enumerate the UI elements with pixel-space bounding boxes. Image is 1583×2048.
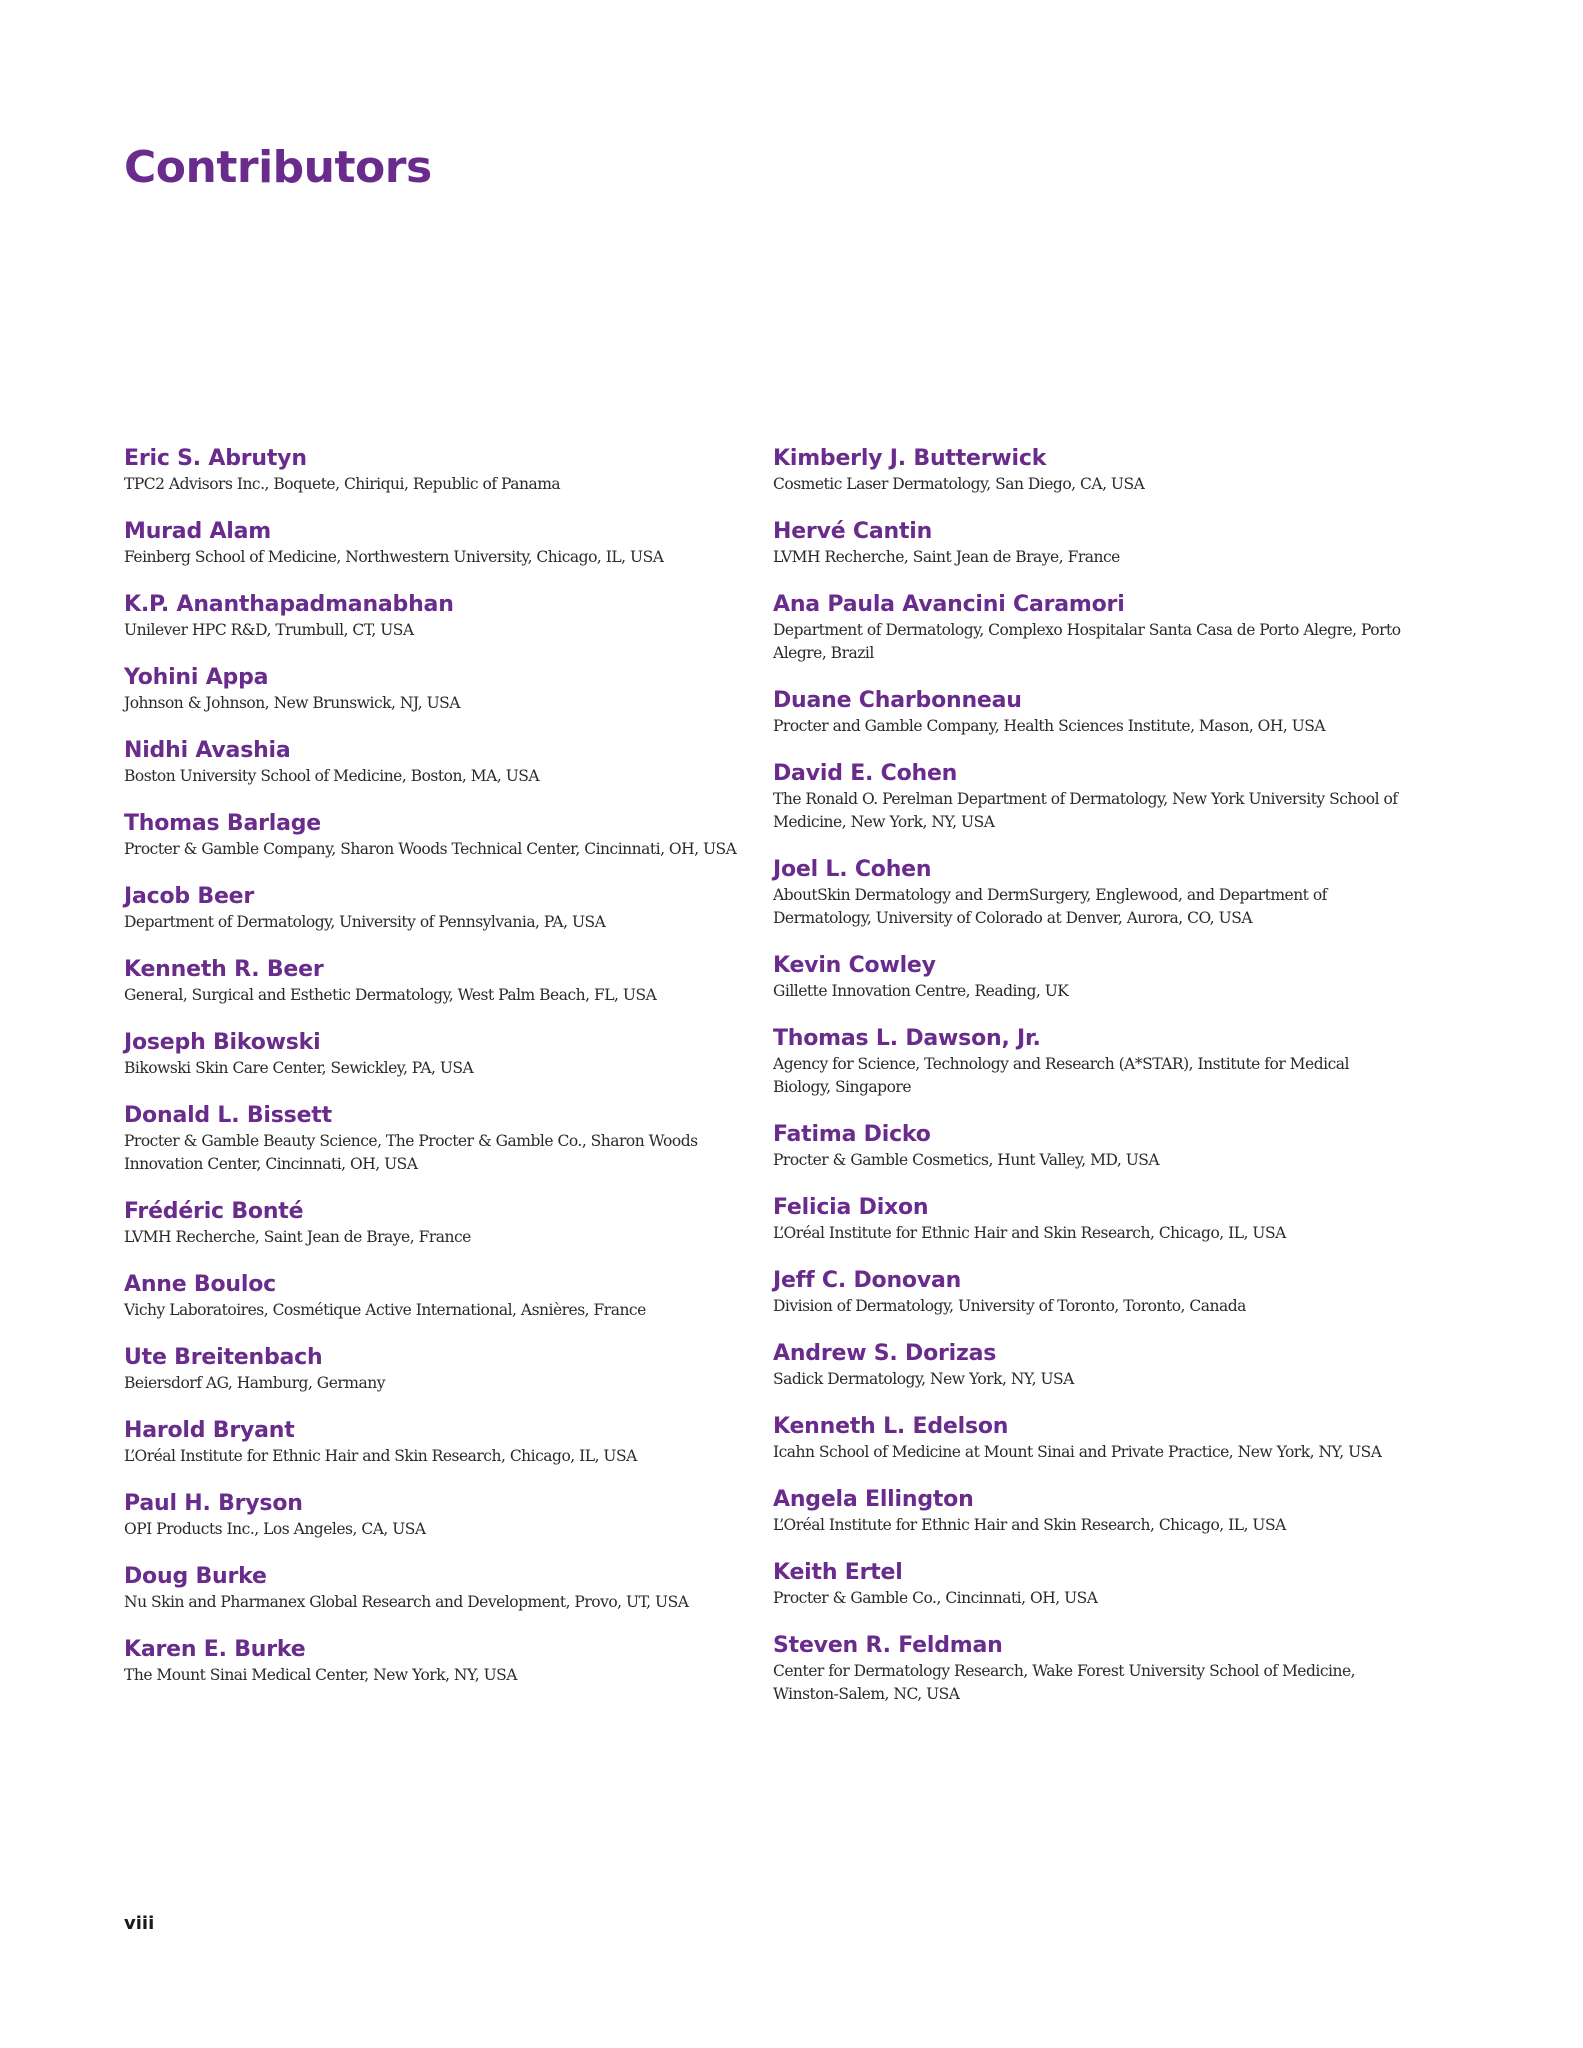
contributor-name: Hervé Cantin: [773, 519, 933, 544]
contributor-name: Nidhi Avashia: [124, 738, 291, 763]
contributor-name: Yohini Appa: [124, 665, 269, 690]
contributor-affiliation: The Mount Sinai Medical Center, New York, NY, USA: [124, 1666, 517, 1684]
contributor-entry: [773, 856, 1403, 930]
contributor-affiliation: General, Surgical and Esthetic Dermatology, West Palm Beach, FL, USA: [124, 986, 657, 1004]
contributor-entry: [124, 1198, 754, 1249]
contributor-name: Kevin Cowley: [773, 953, 936, 978]
contributor-name: Karen E. Burke: [124, 1637, 306, 1662]
contributor-entry: [124, 1417, 754, 1468]
contributor-name: Murad Alam: [124, 519, 271, 544]
contributor-name: Jacob Beer: [124, 884, 255, 909]
contributor-affiliation: Department of Dermatology, Complexo Hospitalar Santa Casa de Porto Alegre, Porto Alegre, Brazil: [773, 621, 1401, 662]
contributor-affiliation: Icahn School of Medicine at Mount Sinai and Private Practice, New York, NY, USA: [773, 1443, 1382, 1461]
contributor-entry: [124, 883, 754, 934]
contributor-name: Anne Bouloc: [124, 1272, 276, 1297]
contributor-affiliation: L’Oréal Institute for Ethnic Hair and Skin Research, Chicago, IL, USA: [773, 1516, 1286, 1534]
contributor-name: Joel L. Cohen: [773, 857, 932, 882]
contributor-name: Doug Burke: [124, 1564, 267, 1589]
contributor-name: Donald L. Bissett: [124, 1103, 332, 1128]
contributor-affiliation: Procter & Gamble Company, Sharon Woods Technical Center, Cincinnati, OH, USA: [124, 840, 737, 858]
contributor-affiliation: Vichy Laboratoires, Cosmétique Active International, Asnières, France: [124, 1301, 646, 1319]
contributors-left-column: [124, 445, 754, 1709]
contributor-name: Felicia Dixon: [773, 1195, 929, 1220]
contributor-entry: [124, 1490, 754, 1541]
contributor-name: Kenneth L. Edelson: [773, 1414, 1009, 1439]
contributor-affiliation: The Ronald O. Perelman Department of Dermatology, New York University School of Medicine, New York, NY, USA: [773, 790, 1398, 831]
contributor-name: Harold Bryant: [124, 1418, 295, 1443]
contributor-affiliation: Center for Dermatology Research, Wake Forest University School of Medicine, Winston-Salem, NC, USA: [773, 1662, 1356, 1703]
contributor-entry: [124, 810, 754, 861]
contributor-name: Thomas Barlage: [124, 811, 322, 836]
contributor-name: Keith Ertel: [773, 1560, 903, 1585]
contributor-affiliation: OPI Products Inc., Los Angeles, CA, USA: [124, 1520, 426, 1538]
contributor-entry: [124, 1029, 754, 1080]
contributor-affiliation: Sadick Dermatology, New York, NY, USA: [773, 1370, 1074, 1388]
contributor-entry: [773, 1559, 1403, 1610]
contributor-name: Steven R. Feldman: [773, 1633, 1003, 1658]
contributor-affiliation: L’Oréal Institute for Ethnic Hair and Skin Research, Chicago, IL, USA: [124, 1447, 637, 1465]
contributor-name: Thomas L. Dawson, Jr.: [773, 1026, 1041, 1051]
contributor-affiliation: LVMH Recherche, Saint Jean de Braye, France: [124, 1228, 471, 1246]
contributor-name: Joseph Bikowski: [124, 1030, 321, 1055]
contributor-entry: [124, 1344, 754, 1395]
contributor-entry: [773, 591, 1403, 665]
contributor-entry: [124, 1102, 754, 1176]
contributor-entry: [773, 1025, 1403, 1099]
page-number: viii: [124, 1913, 155, 1934]
contributor-affiliation: L’Oréal Institute for Ethnic Hair and Skin Research, Chicago, IL, USA: [773, 1224, 1286, 1242]
contributor-affiliation: Procter and Gamble Company, Health Sciences Institute, Mason, OH, USA: [773, 717, 1326, 735]
contributor-affiliation: Bikowski Skin Care Center, Sewickley, PA, USA: [124, 1059, 474, 1077]
contributor-affiliation: Beiersdorf AG, Hamburg, Germany: [124, 1374, 385, 1392]
contributor-affiliation: Unilever HPC R&D, Trumbull, CT, USA: [124, 621, 414, 639]
contributor-entry: [773, 445, 1403, 496]
contributor-affiliation: Procter & Gamble Beauty Science, The Procter & Gamble Co., Sharon Woods Innovation Center, Cincinnati, OH, USA: [124, 1132, 698, 1173]
contributor-entry: [773, 1632, 1403, 1706]
contributor-affiliation: Division of Dermatology, University of Toronto, Toronto, Canada: [773, 1297, 1246, 1315]
contributor-entry: [773, 518, 1403, 569]
contributor-name: Andrew S. Dorizas: [773, 1341, 997, 1366]
contributor-entry: [773, 1486, 1403, 1537]
contributor-affiliation: Nu Skin and Pharmanex Global Research and Development, Provo, UT, USA: [124, 1593, 689, 1611]
contributor-name: Kenneth R. Beer: [124, 957, 324, 982]
contributor-name: Angela Ellington: [773, 1487, 974, 1512]
contributor-name: K.P. Ananthapadmanabhan: [124, 592, 454, 617]
contributor-affiliation: Procter & Gamble Co., Cincinnati, OH, USA: [773, 1589, 1098, 1607]
contributor-entry: [773, 1413, 1403, 1464]
contributor-entry: [124, 956, 754, 1007]
contributor-affiliation: Agency for Science, Technology and Research (A*STAR), Institute for Medical Biology, Singapore: [773, 1055, 1349, 1096]
contributor-affiliation: Boston University School of Medicine, Boston, MA, USA: [124, 767, 540, 785]
contributor-name: Eric S. Abrutyn: [124, 446, 307, 471]
contributor-entry: [773, 760, 1403, 834]
contributor-name: Paul H. Bryson: [124, 1491, 303, 1516]
contributor-entry: [124, 1636, 754, 1687]
contributor-entry: [773, 1340, 1403, 1391]
contributor-name: David E. Cohen: [773, 761, 958, 786]
contributor-name: Ana Paula Avancini Caramori: [773, 592, 1125, 617]
contributor-entry: [773, 952, 1403, 1003]
contributor-affiliation: Department of Dermatology, University of Pennsylvania, PA, USA: [124, 913, 606, 931]
contributors-right-column: [773, 445, 1403, 1728]
contributor-affiliation: Feinberg School of Medicine, Northwestern University, Chicago, IL, USA: [124, 548, 664, 566]
contributor-affiliation: Johnson & Johnson, New Brunswick, NJ, USA: [124, 694, 460, 712]
contributor-entry: [124, 737, 754, 788]
contributor-entry: [773, 687, 1403, 738]
contributor-entry: [773, 1194, 1403, 1245]
contributor-entry: [124, 591, 754, 642]
contributor-affiliation: TPC2 Advisors Inc., Boquete, Chiriqui, Republic of Panama: [124, 475, 561, 493]
contributor-entry: [773, 1267, 1403, 1318]
contributor-entry: [773, 1121, 1403, 1172]
contributor-affiliation: Gillette Innovation Centre, Reading, UK: [773, 982, 1069, 1000]
contributor-affiliation: AboutSkin Dermatology and DermSurgery, Englewood, and Department of Dermatology, University of Colorado at Denver, Aurora, CO, USA: [773, 886, 1327, 927]
contributor-name: Frédéric Bonté: [124, 1199, 304, 1224]
contributor-entry: [124, 445, 754, 496]
contributor-affiliation: LVMH Recherche, Saint Jean de Braye, France: [773, 548, 1120, 566]
contributor-name: Duane Charbonneau: [773, 688, 1022, 713]
contributor-name: Jeff C. Donovan: [773, 1268, 962, 1293]
contributor-name: Ute Breitenbach: [124, 1345, 323, 1370]
contributor-entry: [124, 1563, 754, 1614]
contributor-affiliation: Procter & Gamble Cosmetics, Hunt Valley, MD, USA: [773, 1151, 1160, 1169]
contributor-entry: [124, 1271, 754, 1322]
contributor-entry: [124, 518, 754, 569]
contributor-name: Fatima Dicko: [773, 1122, 931, 1147]
contributor-name: Kimberly J. Butterwick: [773, 446, 1047, 471]
contributor-affiliation: Cosmetic Laser Dermatology, San Diego, CA, USA: [773, 475, 1145, 493]
contributor-entry: [124, 664, 754, 715]
page-title: Contributors: [124, 142, 432, 193]
